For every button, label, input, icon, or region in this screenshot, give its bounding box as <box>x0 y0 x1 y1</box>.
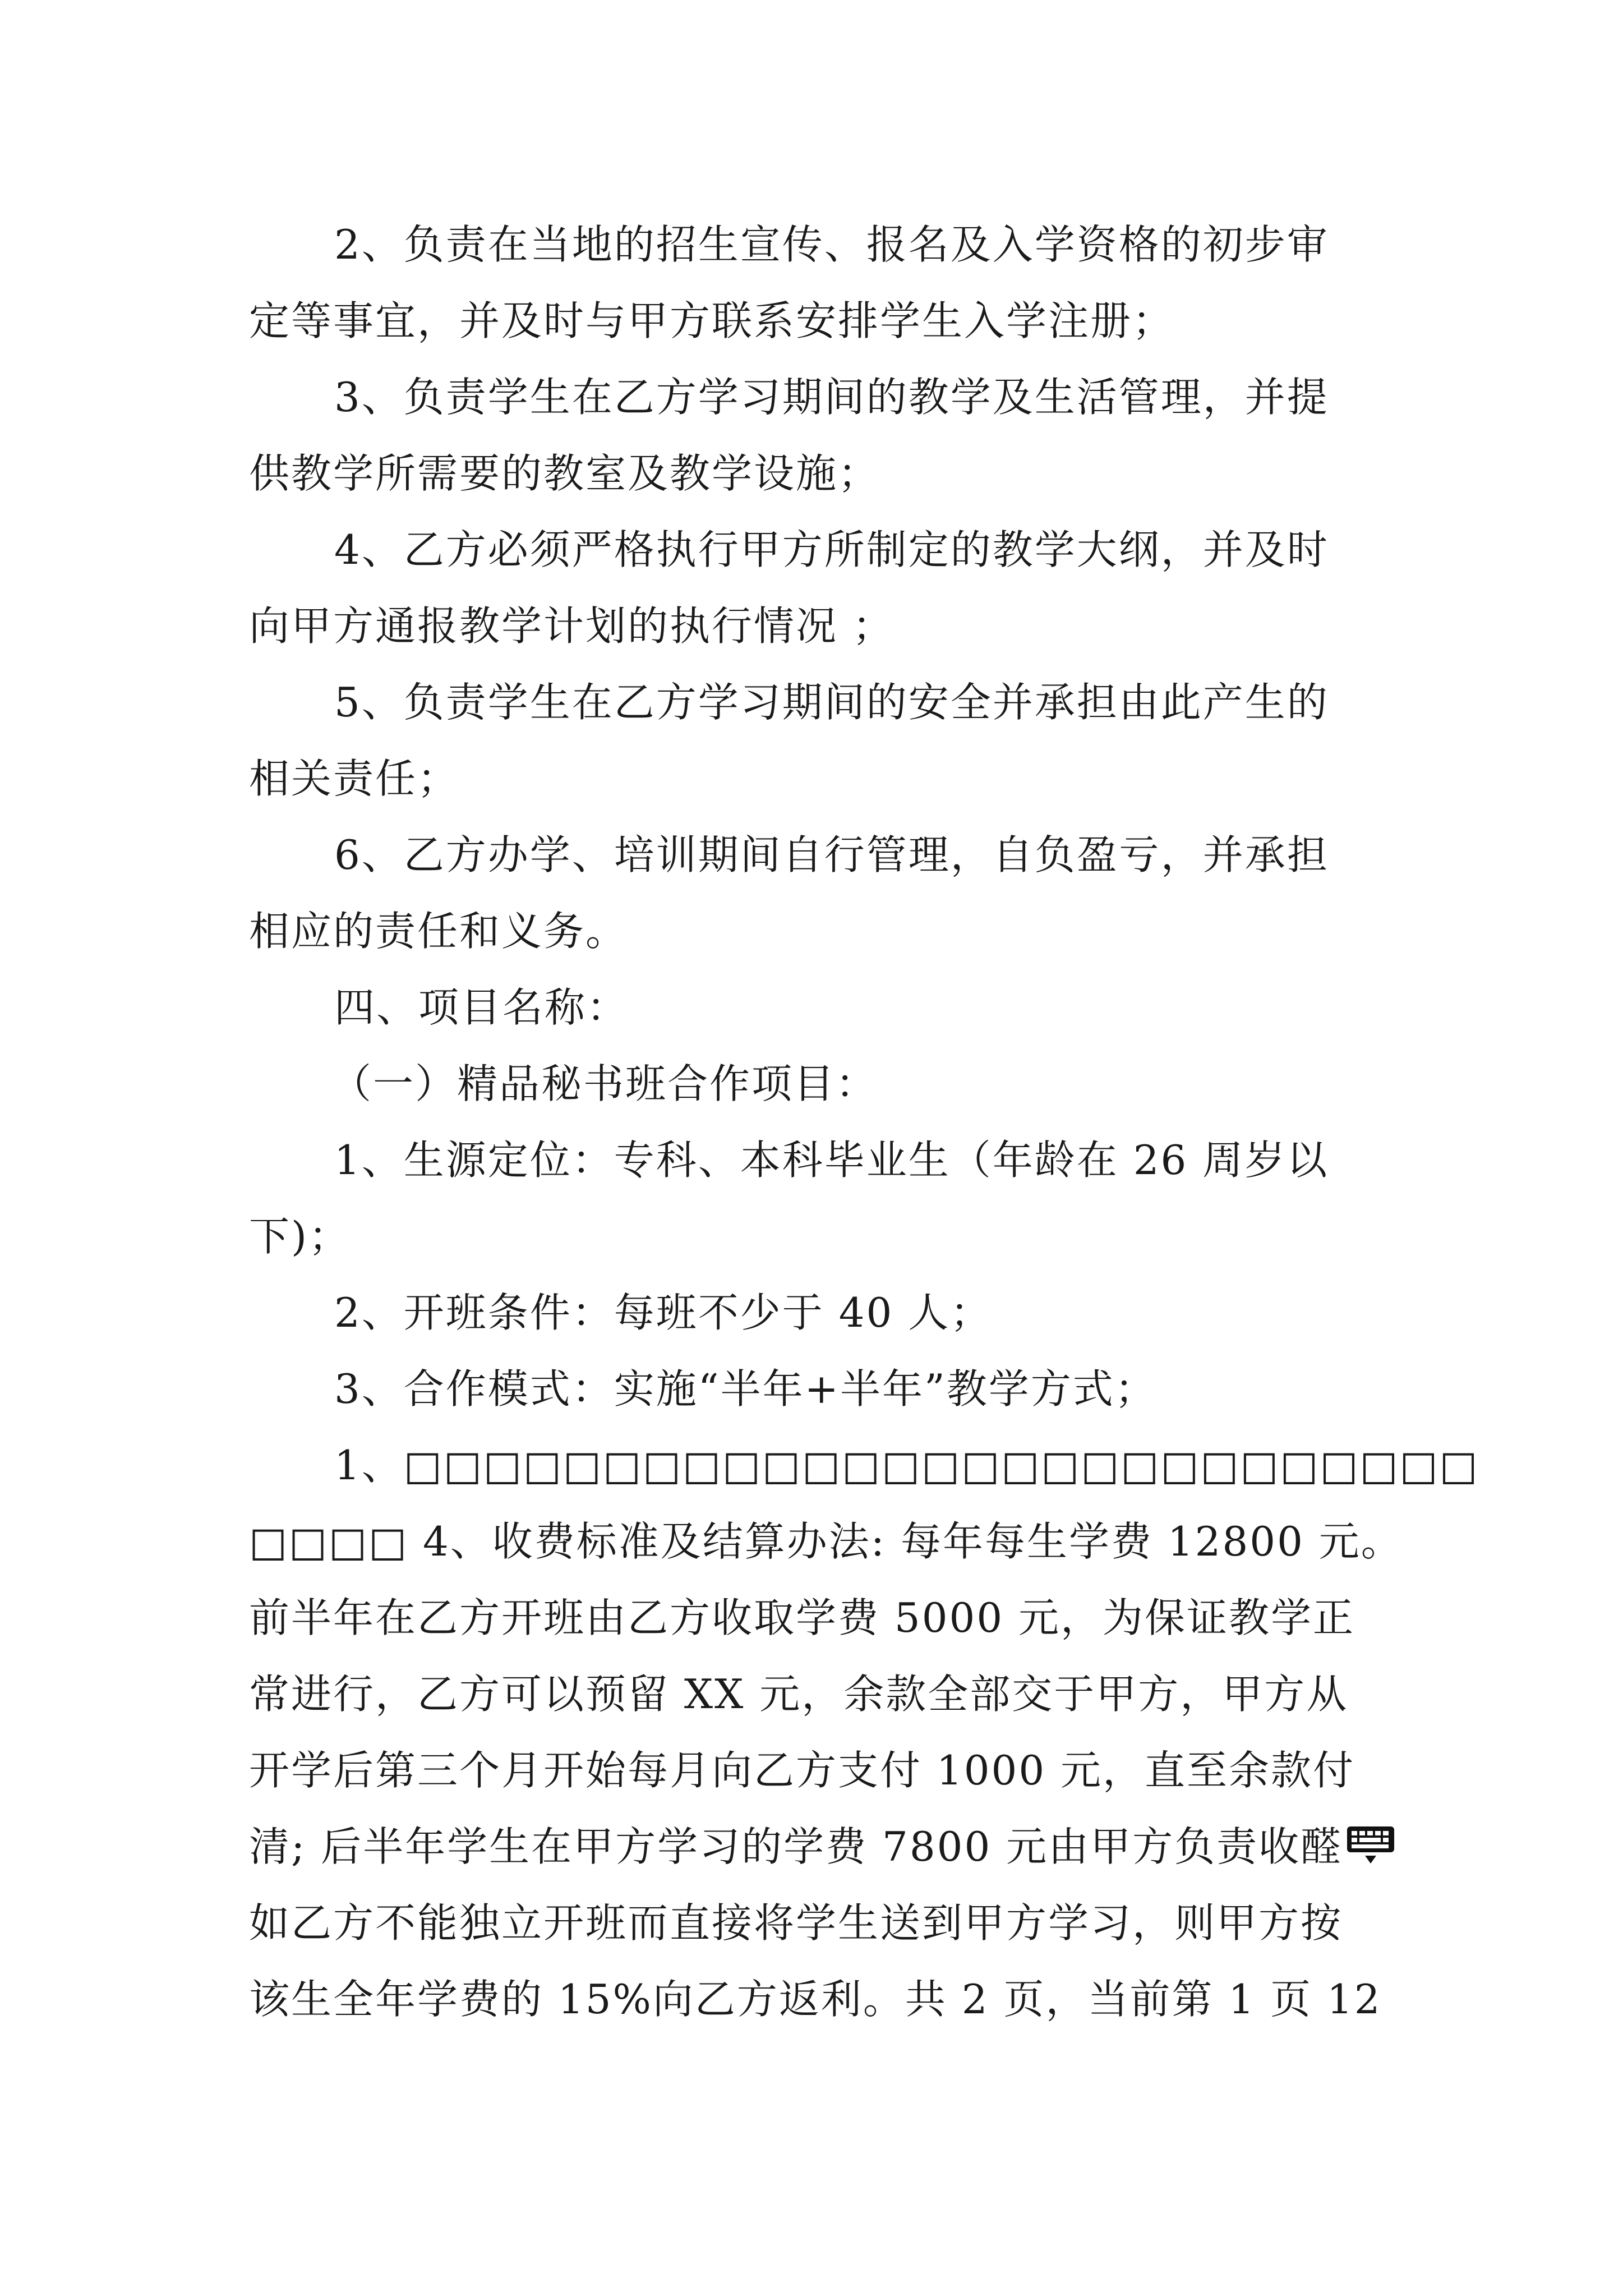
text-line-5: 4、乙方必须严格执行甲方所制定的教学大纲，并及时 <box>334 526 1329 573</box>
text-line-4: 供教学所需要的教室及教学设施； <box>249 450 880 497</box>
text-line-7: 5、负责学生在乙方学习期间的安全并承担由此产生的 <box>334 679 1329 726</box>
text-line-18: □□□□ 4、收费标准及结算办法: 每年每生学费 12800 元。 <box>249 1518 1403 1565</box>
text-line-23: 如乙方不能独立开班而直接将学生送到甲方学习，则甲方按 <box>249 1899 1343 1947</box>
text-line-17: 1、□□□□□□□□□□□□□□□□□□□□□□□□□□□ <box>334 1442 1479 1489</box>
text-line-9: 6、乙方办学、培训期间自行管理，自负盈亏，并承担 <box>334 831 1329 878</box>
text-line-3: 3、负责学生在乙方学习期间的教学及生活管理，并提 <box>334 374 1329 421</box>
text-line-14: 下)； <box>249 1213 351 1260</box>
text-line-10: 相应的责任和义务。 <box>249 908 628 955</box>
text-line-21: 开学后第三个月开始每月向乙方支付 1000 元，直至余款付 <box>249 1747 1355 1794</box>
text-line-20: 常进行，乙方可以预留 XX 元，余款全部交于甲方，甲方从 <box>249 1671 1349 1718</box>
text-line-1: 2、负责在当地的招生宣传、报名及入学资格的初步审 <box>334 221 1329 268</box>
text-line-22 <box>249 1819 1396 1875</box>
text-line-15: 2、开班条件：每班不少于 40 人； <box>334 1289 993 1336</box>
text-line-22-text: 清; 后半年学生在甲方学习的学费 7800 元由甲方负责收醛 <box>249 1823 1343 1870</box>
text-line-16: 3、合作模式：实施“半年+半年”教学方式； <box>334 1365 1157 1412</box>
text-line-13: 1、生源定位：专科、本科毕业生（年龄在 26 周岁以 <box>334 1137 1329 1184</box>
subsection-heading: （一）精品秘书班合作项目： <box>331 1060 878 1107</box>
text-line-8: 相关责任； <box>249 755 460 802</box>
section-heading: 四、项目名称： <box>334 984 629 1031</box>
text-line-2: 定等事宜，并及时与甲方联系安排学生入学注册； <box>249 297 1175 344</box>
keyboard-icon <box>1345 1824 1396 1869</box>
text-line-6: 向甲方通报教学计划的执行情况 ； <box>249 602 895 650</box>
text-line-19: 前半年在乙方开班由乙方收取学费 5000 元，为保证教学正 <box>249 1594 1355 1641</box>
text-line-24: 该生全年学费的 15%向乙方返利。共 2 页，当前第 1 页 12 <box>249 1976 1382 2023</box>
